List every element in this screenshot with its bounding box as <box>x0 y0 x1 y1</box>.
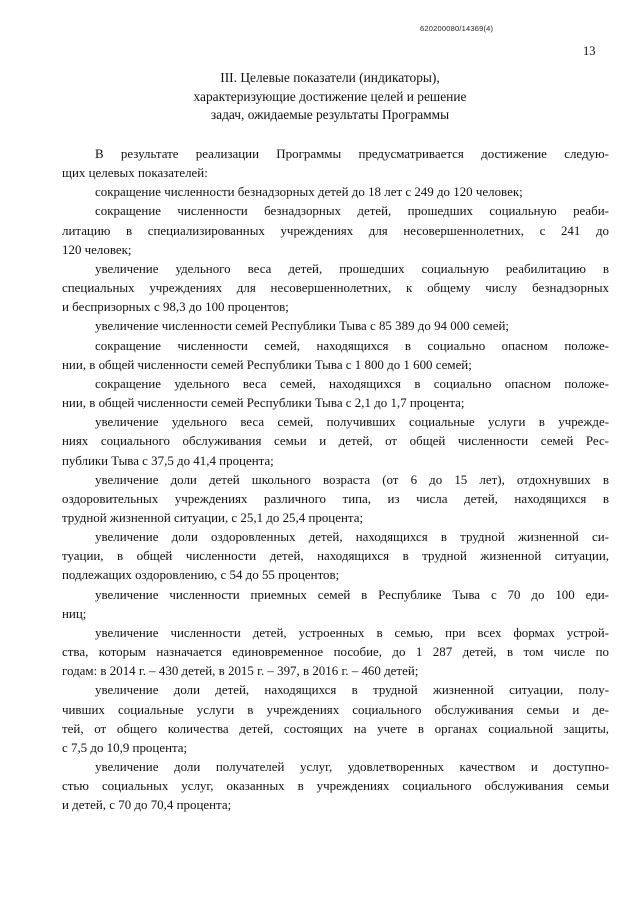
paragraph-intro <box>62 144 609 182</box>
text-line: сокращение удельного веса семей, находящихся в социально опасном положе- <box>95 375 609 391</box>
heading-line: задач, ожидаемые результаты Программы <box>210 107 450 123</box>
paragraph-indicator <box>62 470 609 527</box>
text-line: специальных учреждениях для несовершеннолетних, к общему числу безнадзорных <box>62 280 609 296</box>
text-line: подлежащих оздоровлению, с 54 до 55 процентов; <box>62 567 340 583</box>
text-line: туации, в общей численности детей, находящихся в трудной жизненной ситуации, <box>62 548 609 564</box>
text-line: ниц; <box>62 605 87 621</box>
text-line: стью социальных услуг, оказанных в учреждениях социального обслуживания семьи <box>62 778 609 794</box>
text-line: годам: в 2014 г. – 430 детей, в 2015 г. – 397, в 2016 г. – 460 детей; <box>62 663 419 679</box>
text-line: увеличение удельного веса детей, прошедших социальную реабилитацию в <box>95 260 609 276</box>
text-line: нии, в общей численности семей Республики Тыва с 2,1 до 1,7 процента; <box>62 395 465 411</box>
section-heading <box>90 69 570 125</box>
paragraph-indicator <box>62 527 609 584</box>
text-line: с 7,5 до 10,9 процента; <box>62 739 188 755</box>
text-line: увеличение удельного веса семей, получивших социальные услуги в учрежде- <box>95 414 609 430</box>
heading-line: характеризующие достижение целей и решение <box>193 88 467 104</box>
text-line: трудной жизненной ситуации, с 25,1 до 25,4 процента; <box>62 509 364 525</box>
text-line: публики Тыва с 37,5 до 41,4 процента; <box>62 452 274 468</box>
text-line: тей, от общего количества детей, состоящих на учете в органах социальной защиты, <box>62 720 609 736</box>
paragraph-indicator <box>62 201 609 258</box>
text-line: нии, в общей численности семей Республики Тыва с 1 800 до 1 600 семей; <box>62 356 472 372</box>
paragraph-indicator <box>62 316 609 335</box>
paragraph-indicator <box>62 336 609 374</box>
paragraph-indicator <box>62 412 609 469</box>
text-line: и детей, с 70 до 70,4 процента; <box>62 797 232 813</box>
text-line: ства, которым назначается единовременное пособие, до 1 287 детей, в том числе по <box>62 644 609 660</box>
paragraph-indicator <box>62 182 609 201</box>
text-line: увеличение численности семей Республики Тыва с 85 389 до 94 000 семей; <box>95 318 509 334</box>
text-line: сокращение численности семей, находящихся в социально опасном положе- <box>95 337 609 353</box>
text-line: увеличение численности детей, устроенных в семью, при всех формах устрой- <box>95 624 609 640</box>
text-line: сокращение численности безнадзорных детей, прошедших социальную реаби- <box>95 203 609 219</box>
text-line: увеличение доли детей школьного возраста (от 6 до 15 лет), отдохнувших в <box>95 471 609 487</box>
document-body <box>62 144 609 814</box>
text-line: В результате реализации Программы предусматривается достижение следую- <box>95 146 609 161</box>
paragraph-indicator <box>62 680 609 757</box>
text-line: чивших социальные услуги в учреждениях социального обслуживания семьи и де- <box>62 701 609 717</box>
heading-line: III. Целевые показатели (индикаторы), <box>220 70 440 85</box>
paragraph-indicator <box>62 757 609 814</box>
paragraph-indicator <box>62 374 609 412</box>
text-line: увеличение доли оздоровленных детей, находящихся в трудной жизненной си- <box>95 529 609 545</box>
page-number: 13 <box>583 44 596 58</box>
text-line: щих целевых показателей: <box>62 165 208 181</box>
text-line: сокращение численности безнадзорных детей до 18 лет с 249 до 120 человек; <box>95 184 523 200</box>
text-line: 120 человек; <box>62 241 132 257</box>
text-line: ниях социального обслуживания семьи и детей, от общей численности семей Рес- <box>62 433 609 449</box>
text-line: и беспризорных с 98,3 до 100 процентов; <box>62 299 289 315</box>
text-line: увеличение доли детей, находящихся в трудной жизненной ситуации, полу- <box>95 682 609 698</box>
text-line: литацию в специализированных учреждениях для несовершеннолетних, с 241 до <box>62 222 609 238</box>
paragraph-indicator <box>62 585 609 623</box>
paragraph-indicator <box>62 259 609 316</box>
document-code: 620200080/14369(4) <box>420 24 494 33</box>
text-line: увеличение численности приемных семей в Республике Тыва с 70 до 100 еди- <box>95 586 609 602</box>
text-line: увеличение доли получателей услуг, удовлетворенных качеством и доступно- <box>95 759 609 774</box>
text-line: оздоровительных учреждениях различного типа, из числа детей, находящихся в <box>62 490 609 506</box>
paragraph-indicator <box>62 623 609 680</box>
